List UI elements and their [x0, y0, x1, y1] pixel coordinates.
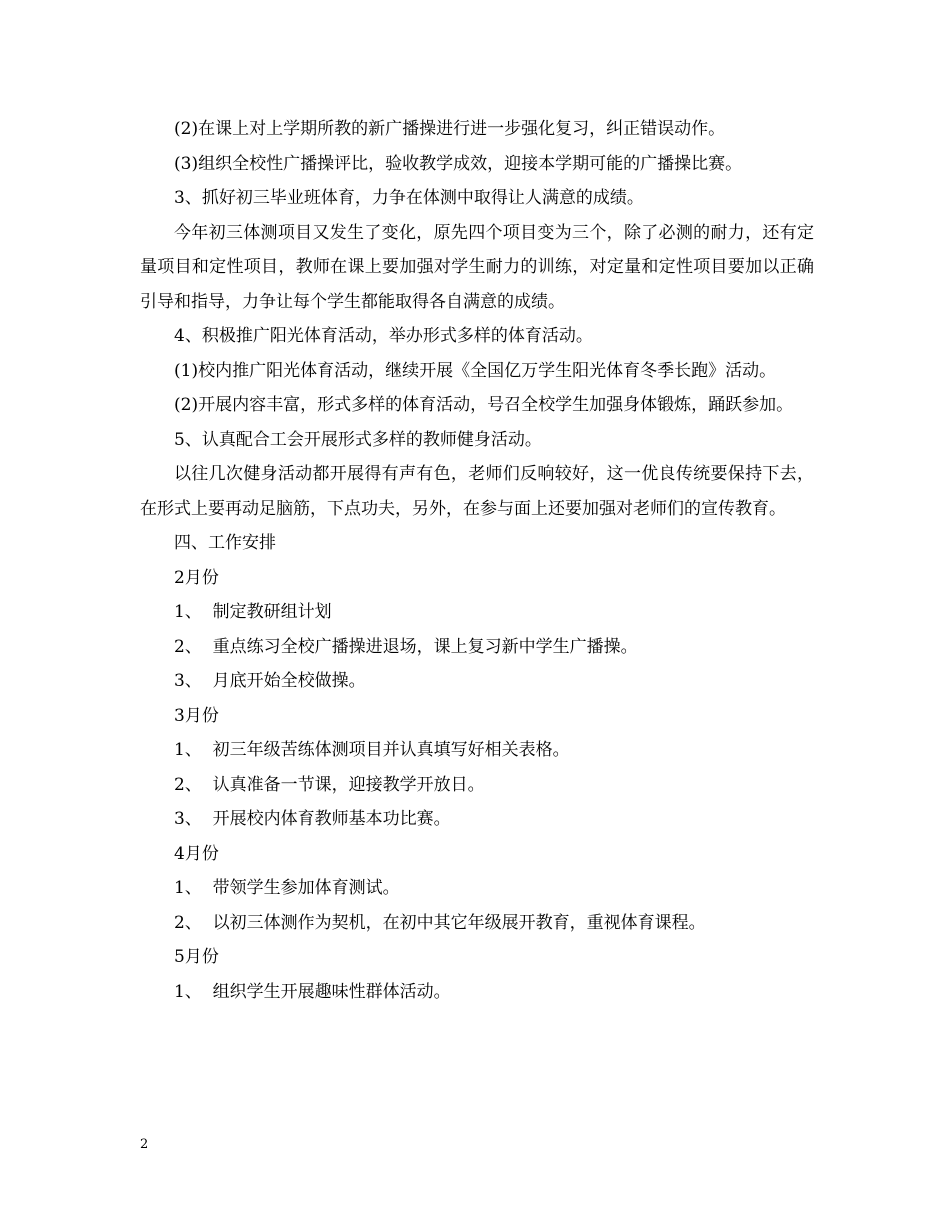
list-item: 3、 月底开始全校做操。 — [174, 671, 366, 691]
paragraph: (2)开展内容丰富，形式多样的体育活动，号召全校学生加强身体锻炼，踊跃参加。 — [174, 395, 794, 415]
page-number: 2 — [140, 1137, 149, 1152]
list-item: 1、 组织学生开展趣味性群体活动。 — [174, 981, 451, 1002]
month-heading: 2月份 — [174, 567, 219, 588]
section-heading: 3、抓好初三毕业班体育，力争在体测中取得让人满意的成绩。 — [174, 188, 644, 208]
section-heading: 4、积极推广阳光体育活动，举办形式多样的体育活动。 — [174, 326, 593, 346]
paragraph: (2)在课上对上学期所教的新广播操进行进一步强化复习，纠正错误动作。 — [174, 119, 726, 139]
month-heading: 5月份 — [174, 947, 219, 967]
paragraph: (1)校内推广阳光体育活动，继续开展《全国亿万学生阳光体育冬季长跑》活动。 — [174, 360, 777, 381]
list-item: 2、 重点练习全校广播操进退场，课上复习新中学生广播操。 — [174, 636, 638, 657]
paragraph: (3)组织全校性广播操评比，验收教学成效，迎接本学期可能的广播操比赛。 — [174, 153, 743, 174]
list-item: 1、 制定教研组计划 — [174, 602, 332, 622]
list-item: 2、 认真准备一节课，迎接教学开放日。 — [174, 774, 485, 795]
list-item: 1、 带领学生参加体育测试。 — [174, 878, 400, 898]
month-heading: 4月份 — [174, 843, 219, 864]
section-heading: 四、工作安排 — [174, 533, 276, 553]
paragraph: 今年初三体测项目又发生了变化，原先四个项目变为三个，除了必测的耐力，还有定量项目和定性项目，教师在课上要加强对学生耐力的训练，对定量和定性项目要加以正确引导和指导，力争让每个学生都能取得各自满意的成绩。 — [140, 222, 814, 312]
list-item: 2、 以初三体测作为契机，在初中其它年级展开教育，重视体育课程。 — [174, 912, 706, 933]
list-item: 1、 初三年级苦练体测项目并认真填写好相关表格。 — [174, 740, 570, 760]
month-heading: 3月份 — [174, 705, 219, 726]
document-body — [140, 112, 814, 1009]
list-item: 3、 开展校内体育教师基本功比赛。 — [174, 809, 451, 829]
section-heading: 5、认真配合工会开展形式多样的教师健身活动。 — [174, 429, 542, 450]
paragraph: 以往几次健身活动都开展得有声有色，老师们反响较好，这一优良传统要保持下去，在形式上要再动足脑筋，下点功夫，另外，在参与面上还要加强对老师们的宣传教育。 — [140, 464, 814, 519]
